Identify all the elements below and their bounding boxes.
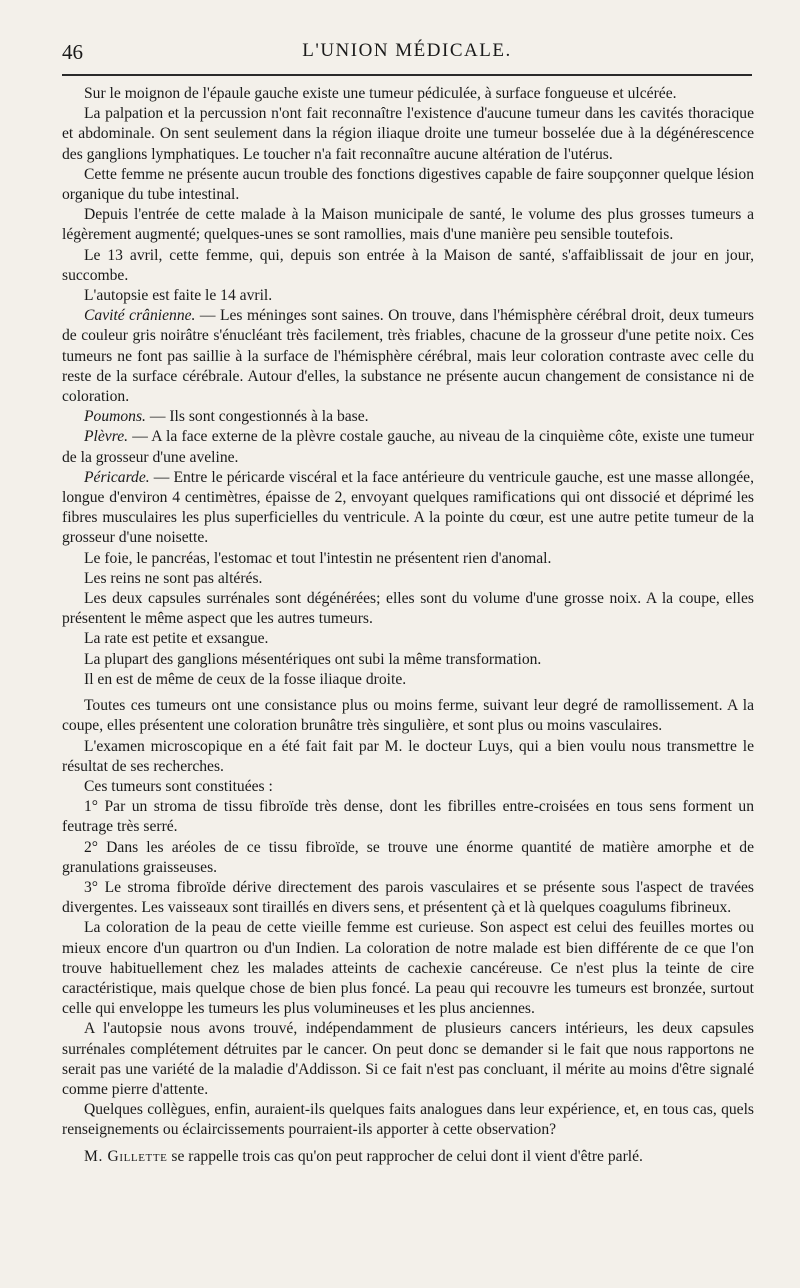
paragraph — [62, 549, 754, 569]
paragraph — [62, 569, 754, 589]
paragraph — [62, 104, 754, 165]
paragraph-text: Les reins ne sont pas altérés. — [84, 569, 263, 587]
paragraph-text: Toutes ces tumeurs ont une consistance plus ou moins ferme, suivant leur degré de ramollissement. A la coupe, elles présentent une coloration brunâtre très singulière, et sont plus ou moins vasculaires. — [62, 697, 754, 735]
paragraph — [62, 629, 754, 649]
paragraph-text: Il en est de même de ceux de la fosse iliaque droite. — [84, 670, 407, 688]
paragraph — [62, 1147, 754, 1167]
paragraph — [62, 427, 754, 467]
paragraph-text: Cette femme ne présente aucun trouble des fonctions digestives capable de faire soupçonner quelque lésion organique du tube intestinal. — [62, 165, 754, 204]
paragraph-text: 3° Le stroma fibroïde dérive directement des parois vasculaires et se présente sous l'aspect de travées divergentes. Les vaisseaux sont tiraillés en divers sens, et présentent çà et là quelques coagulums fibrineux. — [62, 878, 754, 917]
section-lead: Poumons. — [84, 408, 146, 426]
paragraph-text: Le foie, le pancréas, l'estomac et tout l'intestin ne présentent rien d'anomal. — [84, 549, 552, 567]
paragraph-text: se rappelle trois cas qu'on peut rapprocher de celui dont il vient d'être parlé. — [167, 1147, 643, 1165]
paragraph-text: 2° Dans les aréoles de ce tissu fibroïde, se trouve une énorme quantité de matière amorphe et de granulations graisseuses. — [62, 838, 754, 876]
paragraph — [62, 777, 754, 797]
paragraph-text: — Entre le péricarde viscéral et la face antérieure du ventricule gauche, est une masse allongée, longue d'environ 4 centimètres, épaisse de 2, envoyant quelques ramifications qui ont dissocié et déprimé les fibres musculaires les plus superficielles du ventricule. A la pointe du cœur, est une autre petite tumeur de la grosseur d'une noisette. — [62, 468, 754, 547]
paragraph — [62, 84, 754, 104]
paragraph-text: 1° Par un stroma de tissu fibroïde très dense, dont les fibrilles entre-croisées en tous sens forment un feutrage très serré. — [62, 798, 754, 836]
paragraph — [62, 306, 754, 407]
section-lead: Péricarde. — [84, 468, 150, 486]
paragraph-text: Ces tumeurs sont constituées : — [84, 777, 273, 795]
paragraph-text: Le 13 avril, cette femme, qui, depuis son entrée à la Maison de santé, s'affaiblissait de jour en jour, succombe. — [62, 246, 754, 284]
paragraph-text: Depuis l'entrée de cette malade à la Maison municipale de santé, le volume des plus grosses tumeurs a légèrement augmenté; quelques-unes se sont ramollies, mais d'une manière peu sensible toutefois. — [62, 206, 754, 244]
paragraph — [62, 737, 754, 777]
speaker-name: M. Gillette — [84, 1147, 168, 1165]
paragraph-text: — A la face externe de la plèvre costale gauche, au niveau de la cinquième côte, existe une tumeur de la grosseur d'une aveline. — [62, 428, 754, 466]
paragraph-text: La coloration de la peau de cette vieille femme est curieuse. Son aspect est celui des feuilles mortes ou mieux encore d'un quartron ou d'un Indien. La coloration de notre malade est bien différente de ce que l'on trouve habituellement chez les malades atteints de cachexie cancéreuse. Ce n'est plus la teinte de cire caractéristique, mais quelque chose de bien plus foncé. La peau qui recouvre les tumeurs est bronzée, surtout celle qui enveloppe les tumeurs les plus volumineuses et les plus anciennes. — [62, 919, 754, 1018]
paragraph-text: La palpation et la percussion n'ont fait reconnaître l'existence d'aucune tumeur dans les cavités thoracique et abdominale. On sent seulement dans la région iliaque droite une tumeur bosselée due à la dégénérescence des ganglions lymphatiques. Le toucher n'a fait reconnaître aucune altération de l'utérus. — [62, 105, 754, 163]
section-lead: Cavité crânienne. — [84, 307, 196, 325]
paragraph — [62, 838, 754, 878]
paragraph — [62, 246, 754, 286]
running-title: L'UNION MÉDICALE. — [302, 40, 512, 61]
paragraph — [62, 670, 754, 690]
paragraph — [62, 1019, 754, 1100]
paragraph-text: A l'autopsie nous avons trouvé, indépendamment de plusieurs cancers intérieurs, les deux capsules surrénales complétement détruites par le cancer. On peut donc se demander si le fait que nous rapportons ne serait pas une variété de la maladie d'Addisson. Si ce fait n'est pas concluant, il mérite au moins d'être signalé comme pierre d'attente. — [62, 1020, 754, 1098]
paragraph — [62, 468, 754, 549]
paragraph-text: — Les méninges sont saines. On trouve, dans l'hémisphère cérébral droit, deux tumeurs de couleur gris noirâtre s'énucléant très facilement, très friables, chacune de la grosseur d'une petite noix. Ces tumeurs ne font pas saillie à la surface de l'hémisphère cérébral, mais leur coloration contraste avec celle du reste de la surface cérébrale. Autour d'elles, la substance ne présente aucun changement de consistance ni de coloration. — [62, 307, 754, 406]
paragraph — [62, 918, 754, 1019]
article-body — [62, 84, 754, 1167]
page-header — [62, 40, 752, 70]
paragraph — [62, 878, 754, 918]
paragraph-text: La rate est petite et exsangue. — [84, 630, 269, 648]
paragraph — [62, 205, 754, 245]
paragraph — [62, 407, 754, 427]
paragraph-text: L'examen microscopique en a été fait fait par M. le docteur Luys, qui a bien voulu nous transmettre le résultat de ses recherches. — [62, 737, 754, 775]
paragraph-text: Les deux capsules surrénales sont dégénérées; elles sont du volume d'une grosse noix. A la coupe, elles présentent le même aspect que les autres tumeurs. — [62, 590, 754, 628]
paragraph-text: Quelques collègues, enfin, auraient-ils quelques faits analogues dans leur expérience, et, en tous cas, quels renseignements ou éclaircissements pourraient-ils apporter à cette observation? — [62, 1101, 754, 1139]
paragraph — [62, 797, 754, 837]
header-rule — [62, 74, 752, 76]
paragraph-text: Sur le moignon de l'épaule gauche existe une tumeur pédiculée, à surface fongueuse et ulcérée. — [84, 85, 677, 102]
paragraph — [62, 696, 754, 736]
paragraph — [62, 589, 754, 629]
page-number: 46 — [62, 40, 83, 64]
paragraph — [62, 286, 754, 306]
paragraph — [62, 165, 754, 205]
paragraph — [62, 1100, 754, 1140]
paragraph-text: L'autopsie est faite le 14 avril. — [84, 287, 273, 305]
paragraph-text: La plupart des ganglions mésentériques ont subi la même transformation. — [84, 650, 542, 668]
paragraph-text: — Ils sont congestionnés à la base. — [145, 408, 369, 426]
section-lead: Plèvre. — [84, 428, 129, 446]
paragraph — [62, 650, 754, 670]
